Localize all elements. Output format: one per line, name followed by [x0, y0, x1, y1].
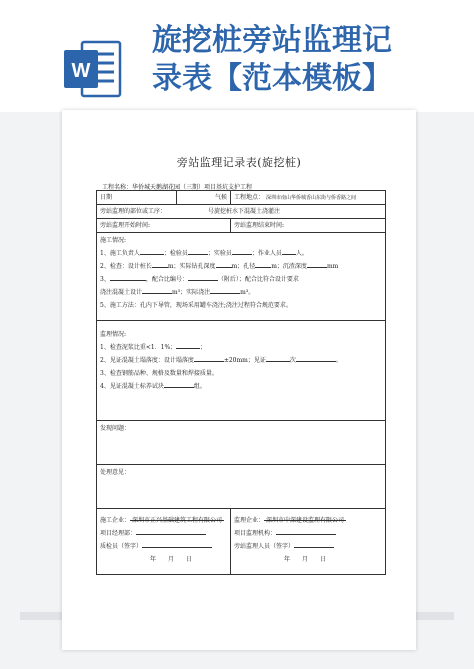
- weather-cell: 气候: [177, 191, 231, 205]
- construction-line-5: 5、施工方法：孔内下导管，现场采用罐车浇注;浇注过程符合规范要求。: [100, 302, 292, 309]
- page-title: [152, 22, 452, 98]
- record-form: [96, 190, 386, 575]
- construction-line-1: 1、施工负责人 ；检验员 ；实验员 ；作业人员 人。: [100, 250, 308, 257]
- construction-section: 施工情况: 1、施工负责人 ；检验员 ；实验员 ；作业人员 人。 2、检查：设计桩长 m；实际钻孔深度 m；孔径 m；沉渣深度 mm 3、 ，配合比编号： （附后）；配合比符合设计要求 浇注混凝土设计 m³；实际浇注 m³。 5、施工方法：孔内下导管，现场采用罐车浇注;浇注过程符合规范要求。: [97, 233, 386, 321]
- title-line-1: 旋挖桩旁站监理记: [152, 23, 392, 58]
- contractor-signature: 施工企业： 深圳市正兴基础建筑工程有限公司 项目经理部： 质检员（签字） 年 月 日: [97, 509, 231, 575]
- position-row: 旁站监理的部位或工序： 号旋挖桩水下混凝土浇灌注: [97, 205, 386, 219]
- date-cell: 日期: [97, 191, 177, 205]
- project-name: 工程名称：华侨城天鹅湖花园（三期）项目基坑支护工程: [102, 184, 253, 191]
- supervision-line-2: 2、见证混凝土塌落度：设计塌落度 ±20mm；见证 次 。: [100, 357, 342, 364]
- word-document-icon: [62, 38, 122, 100]
- supervisor-signature: 监理企业： 深圳市中深建设监理有限公司 项目监理机构： 旁站监理人员（签字） 年 月 日: [231, 509, 386, 575]
- title-line-2: 录表【范本模板】: [152, 61, 392, 96]
- supervision-section: 监理情况: 1、检查泥浆比重<1．1%； ； 2、见证混凝土塌落度：设计塌落度 ±20mm；见证 次 。 3、检查钢筋品种、规格及数量和焊接质量。 4、见证混凝土标养试块 组。: [97, 321, 386, 421]
- issues-section: 发现问题：: [97, 421, 386, 465]
- location-cell: 工程地点： 深圳市南山华侨城香山东街与侨香路之间: [231, 191, 386, 205]
- construction-line-3: 3、 ，配合比编号： （附后）；配合比符合设计要求: [100, 276, 299, 283]
- construction-line-2: 2、检查：设计桩长 m；实际钻孔深度 m；孔径 m；沉渣深度 mm: [100, 263, 339, 270]
- word-letter: W: [71, 60, 91, 82]
- supervision-line-3: 3、检查钢筋品种、规格及数量和焊接质量。: [100, 370, 218, 377]
- handling-section: 处理意见：: [97, 465, 386, 509]
- banner: [0, 0, 474, 112]
- document-title: 旁站监理记录表(旋挖桩): [176, 156, 302, 169]
- supervision-line-1: 1、检查泥浆比重<1．1%； ；: [100, 344, 207, 351]
- construction-line-4: 浇注混凝土设计 m³；实际浇注 m³。: [100, 289, 255, 296]
- start-time-cell: 旁站监理开始时间:: [97, 219, 231, 233]
- document-page: [62, 110, 416, 650]
- supervision-line-4: 4、见证混凝土标养试块 组。: [100, 383, 206, 390]
- end-time-cell: 旁站监理结束时间:: [231, 219, 386, 233]
